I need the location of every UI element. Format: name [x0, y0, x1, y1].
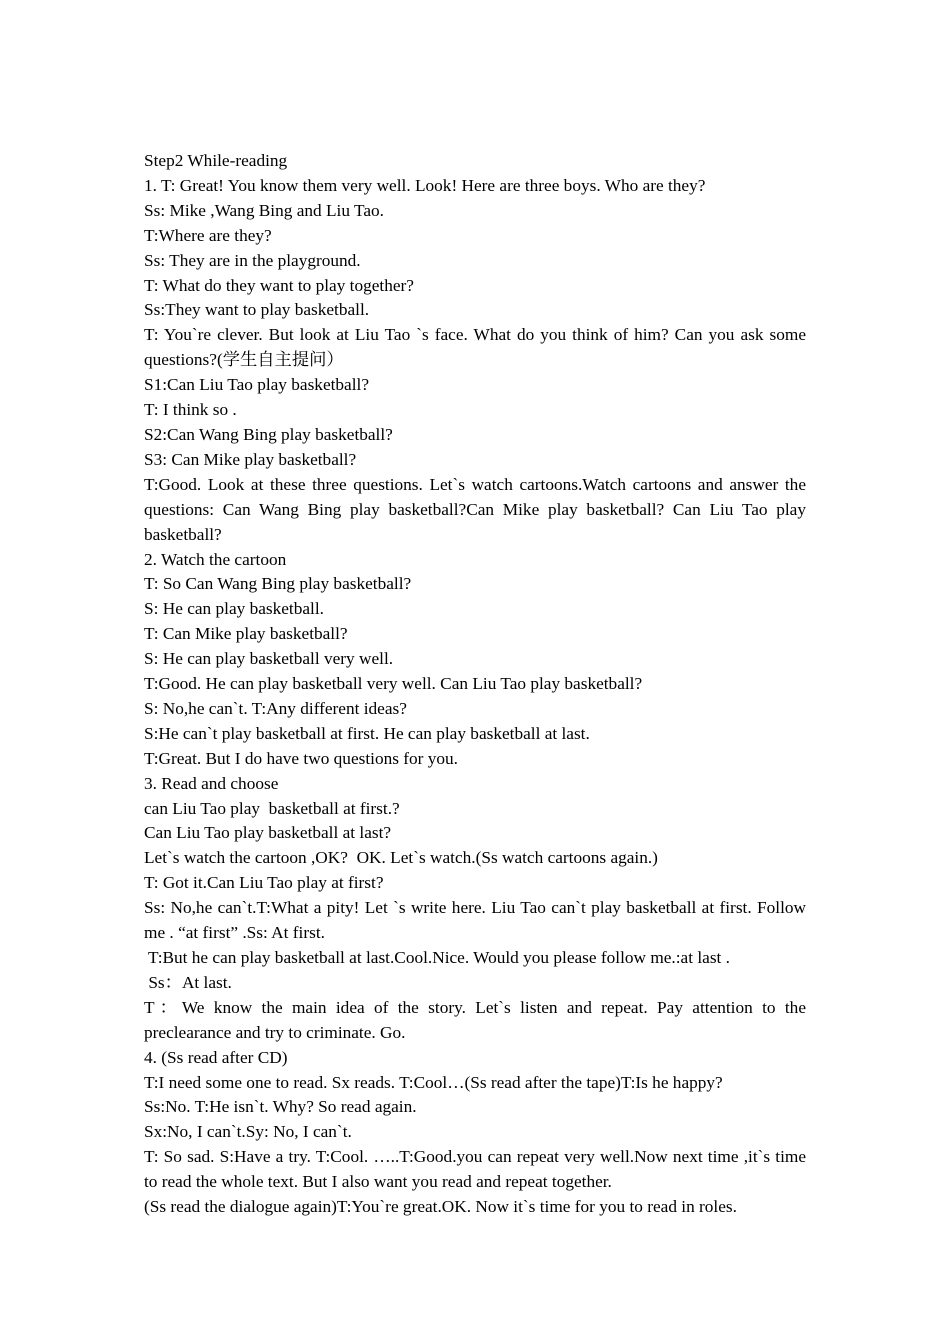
text-line: Sx:No, I can`t.Sy: No, I can`t. [144, 1122, 352, 1142]
text-line: T:But he can play basketball at last.Cool.Nice. Would you please follow me.:at last . [144, 948, 730, 967]
section-heading: Step2 While-reading [144, 151, 288, 170]
text-line: T:Where are they? [144, 225, 272, 245]
text-line: T:Good. He can play basketball very well. Can Liu Tao play basketball? [144, 674, 643, 694]
text-line: Ss: They are in the playground. [144, 250, 361, 270]
text-line: (Ss read the dialogue again)T:You`re great.OK. Now it`s time for you to read in roles. [144, 1197, 737, 1217]
text-paragraph: T:Good. Look at these three questions. Let`s watch cartoons.Watch cartoons and answer the questions: Can Wang Bing play basketball?Can Mike play basketball? Can Liu Tao play basketball? [144, 474, 806, 544]
text-paragraph: T：We know the main idea of the story. Let`s listen and repeat. Pay attention to the preclearance and try to criminate. Go. [144, 997, 806, 1042]
text-line: S1:Can Liu Tao play basketball? [144, 375, 370, 395]
text-line: T:Great. But I do have two questions for you. [144, 748, 458, 768]
text-line: T: I think so . [144, 400, 237, 420]
section-heading: 3. Read and choose [144, 773, 279, 793]
text-line: Can Liu Tao play basketball at last? [144, 823, 392, 843]
section-heading: 2. Watch the cartoon [144, 549, 287, 569]
text-line: can Liu Tao play basketball at first.? [144, 798, 400, 818]
lesson-text-block [144, 149, 806, 1220]
text-line: Let`s watch the cartoon ,OK? OK. Let`s watch.(Ss watch cartoons again.) [144, 848, 658, 868]
text-paragraph: T: So sad. S:Have a try. T:Cool. …..T:Good.you can repeat very well.Now next time ,it`s time to read the whole text. But I also want you read and repeat together. [144, 1147, 806, 1192]
text-paragraph: T: You`re clever. But look at Liu Tao `s face. What do you think of him? Can you ask some questions?(学生自主提问） [144, 325, 806, 370]
section-heading: 4. (Ss read after CD) [144, 1047, 288, 1067]
text-line: S3: Can Mike play basketball? [144, 449, 357, 469]
text-line: Ss：At last. [144, 972, 232, 992]
text-line: Ss:No. T:He isn`t. Why? So read again. [144, 1097, 417, 1117]
text-line: T: So Can Wang Bing play basketball? [144, 574, 412, 594]
text-line: T:I need some one to read. Sx reads. T:Cool…(Ss read after the tape)T:Is he happy? [144, 1072, 723, 1092]
text-line: S: He can play basketball. [144, 599, 324, 619]
text-line: S:He can`t play basketball at first. He can play basketball at last. [144, 723, 590, 743]
text-line: Ss: Mike ,Wang Bing and Liu Tao. [144, 200, 384, 220]
text-line: T: Can Mike play basketball? [144, 624, 348, 644]
text-paragraph: Ss: No,he can`t.T:What a pity! Let `s write here. Liu Tao can`t play basketball at first. Follow me . “at first” .Ss: At first. [144, 898, 806, 943]
text-line: S: He can play basketball very well. [144, 649, 394, 669]
text-line: S: No,he can`t. T:Any different ideas? [144, 698, 407, 718]
text-line: S2:Can Wang Bing play basketball? [144, 424, 393, 444]
text-line: T: Got it.Can Liu Tao play at first? [144, 873, 384, 893]
text-line: T: What do they want to play together? [144, 275, 414, 295]
text-line: 1. T: Great! You know them very well. Look! Here are three boys. Who are they? [144, 175, 706, 195]
text-line: Ss:They want to play basketball. [144, 300, 370, 320]
